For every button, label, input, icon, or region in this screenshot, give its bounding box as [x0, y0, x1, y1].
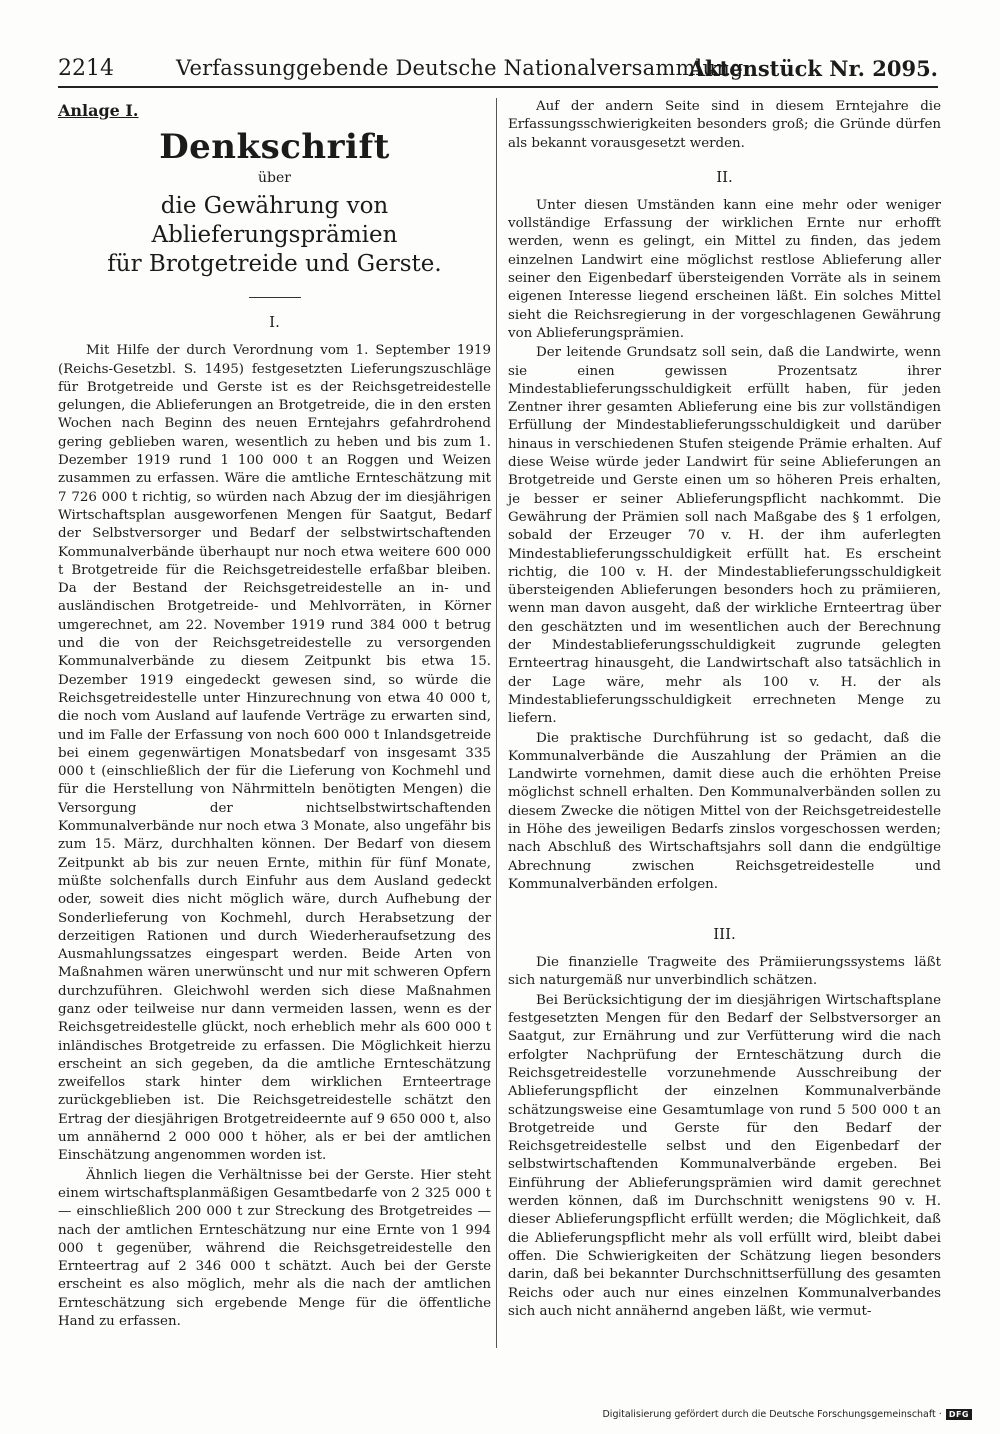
paragraph: Auf der andern Seite sind in diesem Erntejahre die Erfassungsschwierigkeiten besonders groß; die Gründe dürfen als bekannt vorausgesetzt werden.: [508, 99, 941, 151]
paragraph: Mit Hilfe der durch Verordnung vom 1. September 1919 (Reichs-Gesetzbl. S. 1495) festgesetzten Lieferungszuschläge für Brotgetreide und Gerste ist es der Reichsgetreidestelle gelungen, die Ablieferungen an Brotgetreide, die in den ersten Wochen nach Beginn des neuen Erntejahrs gefahrdrohend gering geblieben waren, wesentlich zu heben und bis zum 1. Dezember 1919 rund 1 100 000 t an Roggen und Weizen zusammen zu erfassen. Wäre die amtliche Ernteschätzung mit 7 726 000 t richtig, so würden nach Abzug der im diesjährigen Wirtschaftsplan ausgeworfenen Mengen für Saatgut, Bedarf der Selbstversorger und Bedarf der selbstwirtschaftenden Kommunalverbände überhaupt nur noch etwa weitere 600 000 t Brotgetreide für die Reichsgetreidestelle erfaßbar bleiben. Da der Bestand der Reichsgetreidestelle an in- und ausländischen Brotgetreide- und Mehlvorräten, in Körner umgerechnet, am 22. November 1919 rund 384 000 t betrug und die von der Reichsgetreidestelle zu versorgenden Kommunalverbände zu diesem Zeitpunkt bis etwa 15. Dezember 1919 eingedeckt gewesen sind, so würde die Reichsgetreidestelle unter Hinzurechnung von etwa 40 000 t, die noch vom Ausland auf laufende Verträge zu erwarten sind, und im Falle der Erfassung von noch 600 000 t Inlandsgetreide bei einem gegenwärtigen Monatsbedarf von insgesamt 335 000 t (einschließlich der für die Lieferung von Kochmehl und für die Herstellung von Nährmitteln benötigten Mengen) die Versorgung der nichtselbstwirtschaftenden Kommunalverbände nur noch etwa 3 Monate, also ungefähr bis zum 15. März, durchhalten können. Der Bedarf von diesem Zeitpunkt ab bis zur neuen Ernte, mithin für fünf Monate, müßte solchenfalls durch Einfuhr aus dem Ausland gedeckt oder, soweit dies nicht möglich wäre, durch Aufhebung der Sonderlieferung von Kochmehl, durch Herabsetzung der derzeitigen Rationen und durch Wiederheraufsetzung des Ausmahlungssatzes eingespart werden. Beide Arten von Maßnahmen wären unerwünscht und nur mit schweren Opfern durchzuführen. Gleichwohl werden sich diese Maßnahmen ganz oder teilweise nur dann vermeiden lassen, wenn es der Reichsgetreidestelle glückt, noch erheblich mehr als 600 000 t inländisches Brotgetreide zu erfassen. Die Möglichkeit hierzu erscheint an sich gegeben, da die amtliche Ernteschätzung zweifellos stark hinter dem wirklichen Ernteertrage zurückgeblieben ist. Die Reichsgetreidestelle schätzt den Ertrag der diesjährigen Brotgetreideernte auf 9 650 000 t, also um annähernd 2 000 000 t höher, als er bei der amtlichen Einschätzung angenommen worden ist.: [58, 343, 491, 1164]
page-header: [58, 52, 938, 88]
section-heading-3: III.: [713, 925, 736, 944]
digitization-credit: [602, 1409, 972, 1420]
paragraph: Unter diesen Umständen kann eine mehr oder weniger vollständige Erfassung der wirklichen Ernte nur erhofft werden, wenn es gelingt, ein Mittel zu finden, das jedem einzelnen Landwirt eine möglichst restlose Ablieferung aller seiner den Eigenbedarf übersteigenden Vorräte als in seinem eigenen Interesse liegend erscheinen läßt. Ein solches Mittel sieht die Reichsregierung in der vorgeschlagenen Gewährung von Ablieferungsprämien.: [508, 197, 941, 341]
dfg-logo-icon: DFG: [946, 1409, 972, 1420]
document-reference: Aktenstück Nr. 2095.: [688, 56, 938, 81]
left-column: [58, 98, 491, 1348]
right-column: [508, 98, 941, 1348]
section-heading-1: I.: [269, 313, 280, 332]
section-heading-2: II.: [716, 167, 733, 186]
paragraph: Bei Berücksichtigung der im diesjährigen Wirtschaftsplane festgesetzten Mengen für den Bedarf der Selbstversorger an Saatgut, zur Ernährung und zur Verfütterung wird die nach erfolgter Nachprüfung der Ernteschätzung durch die Reichsgetreidestelle vorzunehmende Ausschreibung der Ablieferungspflicht der einzelnen Kommunalverbände schätzungsweise eine Gesamtumlage von rund 5 500 000 t an Brotgetreide und Gerste für den Bedarf der Reichsgetreidestelle selbst und den Eigenbedarf der selbstwirtschaftenden Kommunalverbände ergeben. Bei Einführung der Ablieferungsprämien wird damit gerechnet werden können, daß im Durchschnitt wenigstens 90 v. H. dieser Ablieferungspflicht erfüllt werden; die Möglichkeit, daß die Ablieferungspflicht mehr als voll erfüllt wird, bleibt dabei offen. Die Schwierigkeiten der Schätzung liegen besonders darin, daß bei bekannter Durchschnittserfüllung des gesamten Reichs oder auch nur eines einzelnen Kommunalverbandes sich auch nicht annähernd angeben läßt, wie vermut-: [508, 992, 941, 1319]
document-subtitle-line-2: für Brotgetreide und Gerste.: [107, 251, 442, 278]
document-title: Denkschrift: [159, 127, 390, 168]
title-separator-rule: [249, 297, 301, 298]
paragraph: Die finanzielle Tragweite des Prämiierungssystems läßt sich naturgemäß nur unverbindlich schätzen.: [508, 955, 941, 989]
title-connector: über: [258, 170, 291, 187]
running-title: Verfassunggebende Deutsche Nationalversammlung.: [176, 56, 751, 80]
page-number: 2214: [58, 56, 114, 81]
appendix-label: Anlage I.: [58, 101, 139, 120]
paragraph: Ähnlich liegen die Verhältnisse bei der Gerste. Hier steht einem wirtschaftsplanmäßigen Gesamtbedarfe von 2 325 000 t — einschließlich 200 000 t zur Streckung des Brotgetreides — nach der amtlichen Ernteschätzung nur eine Ernte von 1 994 000 t gegenüber, während die Reichsgetreidestelle den Ernteertrag auf 2 346 000 t schätzt. Auch bei der Gerste erscheint es also möglich, mehr als die nach der amtlichen Ernteschätzung sich ergebende Menge für die öffentliche Hand zu erfassen.: [58, 1167, 491, 1330]
credit-text: Digitalisierung gefördert durch die Deutsche Forschungsgemeinschaft ·: [602, 1409, 942, 1420]
paragraph: Der leitende Grundsatz soll sein, daß die Landwirte, wenn sie einen gewissen Prozentsatz ihrer Mindestablieferungsschuldigkeit erfüllt haben, für jeden Zentner ihrer gesamten Ablieferung eine bis zur vollständigen Erfüllung der Mindestablieferungsschuldigkeit und darüber hinaus in verschiedenen Stufen steigende Prämie erhalten. Auf diese Weise würde jeder Landwirt für seine Ablieferungen an Brotgetreide und Gerste einen um so höheren Preis erhalten, je besser er seiner Ablieferungspflicht nachkommt. Die Gewährung der Prämien soll nach Maßgabe des § 1 erfolgen, sobald der Erzeuger 70 v. H. der ihm auferlegten Mindestablieferungsschuldigkeit erfüllt hat. Es erscheint richtig, die 100 v. H. der Mindestablieferungsschuldigkeit übersteigenden Ablieferungen besonders hoch zu prämiieren, wenn man davon ausgeht, daß der wirkliche Ernteertrag über den geschätzten und im wesentlichen auch der Berechnung der Mindestablieferungsschuldigkeit zugrunde gelegten Ernteertrag hinausgeht, die Landwirtschaft also tatsächlich in der Lage wäre, mehr als 100 v. H. der als Mindestablieferungsschuldigkeit errechneten Menge zu liefern.: [508, 345, 941, 727]
column-divider: [496, 98, 497, 1348]
paragraph: Die praktische Durchführung ist so gedacht, daß die Kommunalverbände die Auszahlung der Prämien an die Landwirte vornehmen, damit diese auch die erhöhten Preise möglichst schnell erhalten. Den Kommunalverbänden sollen zu diesem Zwecke die nötigen Mittel von der Reichsgetreidestelle in Höhe des jeweiligen Bedarfs zinslos vorgeschossen werden; nach Abschluß des Wirtschaftsjahrs soll dann die endgültige Abrechnung zwischen Reichsgetreidestelle und Kommunalverbänden erfolgen.: [508, 730, 941, 892]
document-subtitle-line-1: die Gewährung von Ablieferungsprämien: [151, 193, 398, 249]
